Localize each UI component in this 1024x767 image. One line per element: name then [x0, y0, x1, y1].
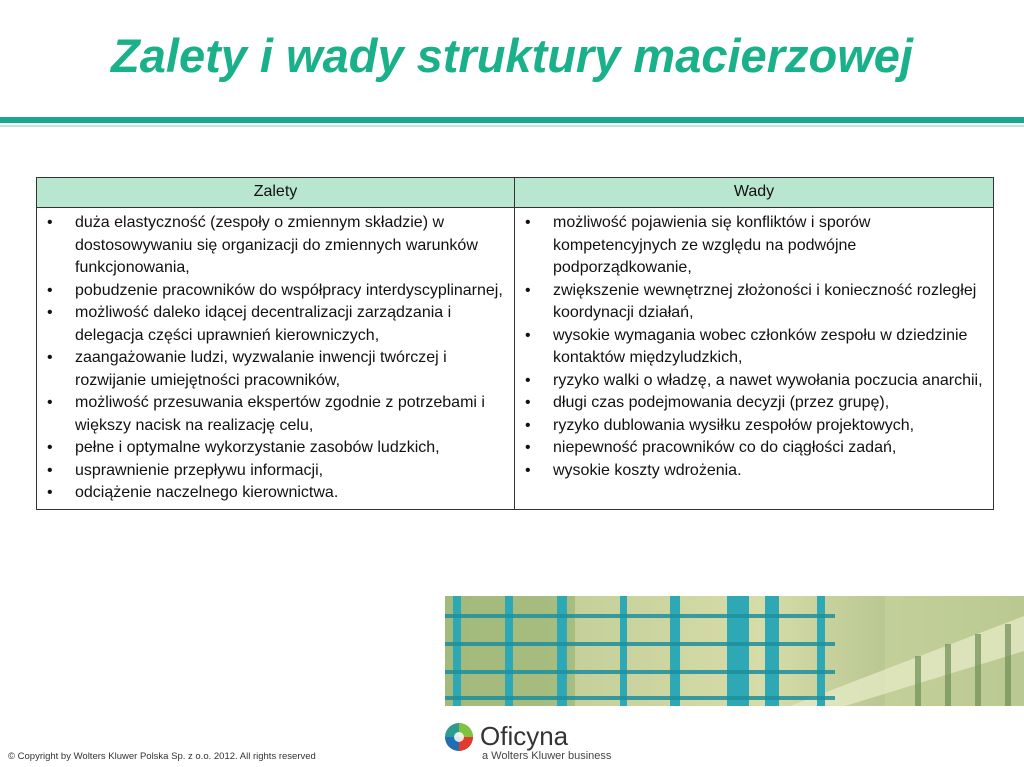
advantages-list	[45, 212, 508, 505]
list-item: • możliwość pojawienia się konfliktów i sporów kompetencyjnych ze względu na podwójne podporządkowanie,	[523, 212, 987, 280]
oficyna-logo	[444, 718, 664, 764]
list-item: • ryzyko walki o władzę, a nawet wywołania poczucia anarchii,	[523, 370, 987, 393]
table-header-row	[37, 178, 994, 208]
pros-cons-table	[36, 177, 994, 510]
list-item: • niepewność pracowników co do ciągłości zadań,	[523, 437, 987, 460]
header-disadvantages: Wady	[515, 178, 994, 208]
advantages-cell	[37, 208, 515, 510]
header-advantages: Zalety	[37, 178, 515, 208]
list-item: • usprawnienie przepływu informacji,	[45, 460, 508, 483]
list-item: • ryzyko dublowania wysiłku zespołów projektowych,	[523, 415, 987, 438]
disadvantages-cell	[515, 208, 994, 510]
table-row	[37, 208, 994, 510]
building-photo	[445, 596, 1024, 706]
list-item: • możliwość przesuwania ekspertów zgodnie z potrzebami i większy nacisk na realizację celu,	[45, 392, 508, 437]
title-divider	[0, 117, 1024, 123]
list-item: • duża elastyczność (zespoły o zmiennym składzie) w dostosowywaniu się organizacji do zmiennych warunków funkcjonowania,	[45, 212, 508, 280]
list-item: • wysokie wymagania wobec członków zespołu w dziedzinie kontaktów międzyludzkich,	[523, 325, 987, 370]
globe-logo-icon	[444, 722, 474, 752]
logo-tagline: a Wolters Kluwer business	[482, 750, 612, 762]
title-divider-thin	[0, 125, 1024, 127]
list-item: • odciążenie naczelnego kierownictwa.	[45, 482, 508, 505]
list-item: • pełne i optymalne wykorzystanie zasobów ludzkich,	[45, 437, 508, 460]
list-item: • długi czas podejmowania decyzji (przez grupę),	[523, 392, 987, 415]
list-item: • pobudzenie pracowników do współpracy interdyscyplinarnej,	[45, 280, 508, 303]
list-item: • możliwość daleko idącej decentralizacji zarządzania i delegacja części uprawnień kierowniczych,	[45, 302, 508, 347]
disadvantages-list	[523, 212, 987, 482]
list-item: • zaangażowanie ludzi, wyzwalanie inwencji twórczej i rozwijanie umiejętności pracowników,	[45, 347, 508, 392]
slide-title: Zalety i wady struktury macierzowej	[111, 29, 913, 82]
list-item: • zwiększenie wewnętrznej złożoności i konieczność rozległej koordynacji działań,	[523, 280, 987, 325]
list-item: • wysokie koszty wdrożenia.	[523, 460, 987, 483]
copyright-notice: © Copyright by Wolters Kluwer Polska Sp. z o.o. 2012. All rights reserved	[8, 751, 316, 762]
logo-name: Oficyna	[480, 721, 569, 751]
